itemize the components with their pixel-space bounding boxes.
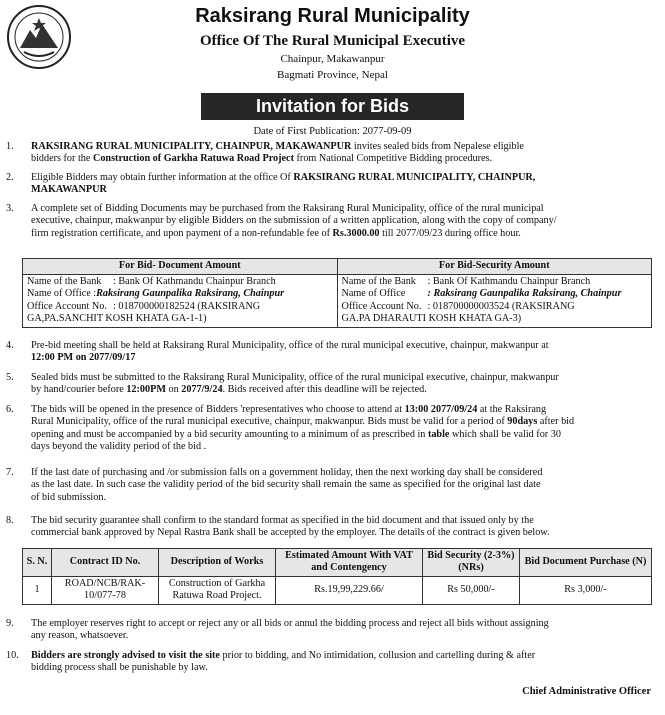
signature: Chief Administrative Officer bbox=[522, 686, 651, 697]
bank-label: Name of the Bank bbox=[27, 276, 102, 287]
col-description: Description of Works bbox=[159, 549, 276, 577]
col-document-purchase: Bid Document Purchase (N) bbox=[520, 549, 652, 577]
clause-line: Sealed bids must be submitted to the Raksirang Rural Municipality, office of the rural municipal executive, chainpur, makwanpur bbox=[31, 372, 559, 383]
clause-number: 3. bbox=[6, 203, 14, 214]
clause-line: days beyond the validity period of the bid . bbox=[31, 441, 207, 453]
clause-line: Eligible Bidders may obtain further information at the office Of RAKSIRANG RURAL MUNICIPALITY, CHAINPUR, bbox=[31, 172, 536, 183]
cell-document-purchase: Rs 3,000/- bbox=[520, 576, 652, 604]
clause-line: firm registration certificate, and upon payment of a non-refundable fee of Rs.3000.00 till 2077/09/23 during office hour. bbox=[31, 227, 521, 239]
cell-estimated-amount: Rs.19,99,229.66/ bbox=[276, 576, 423, 604]
clause-line: any reason, whatsoever. bbox=[31, 630, 129, 642]
clause-line: commercial bank approved by Nepal Rastra Bank shall be accepted by the employer. The details of the contract is given below. bbox=[31, 527, 550, 539]
clause-number: 4. bbox=[6, 340, 14, 351]
clause-text bbox=[31, 404, 653, 454]
clause-line: bidding process shall be punishable by law. bbox=[31, 662, 208, 674]
clause-number: 10. bbox=[6, 650, 19, 661]
clause-line: as the last date. In such case the validity period of the bid security shall remain the same as specified for the original last date bbox=[31, 479, 541, 491]
clause-line: opening and must be accompanied by a bid security amounting to a minimum of as prescribed in table which shall be valid for 30 bbox=[31, 428, 561, 440]
clause-number: 6. bbox=[6, 404, 14, 415]
cell-bid-security: Rs 50,000/- bbox=[423, 576, 520, 604]
account-value: : 018700000003524 (RAKSIRANG bbox=[427, 300, 575, 312]
account-label: Office Account No. bbox=[341, 300, 422, 312]
security-amount-heading: For Bid-Security Amount bbox=[337, 259, 652, 275]
notice-banner: Invitation for Bids bbox=[201, 93, 464, 120]
contract-details-table bbox=[22, 548, 652, 605]
clause-line: bidders for the Construction of Garkha Ratuwa Road Project from National Competitive Bidding procedures. bbox=[31, 153, 493, 165]
account-label: Office Account No. bbox=[27, 300, 107, 312]
clause-line: If the last date of purchasing and /or submission falls on a government holiday, then the next working day shall be considered bbox=[31, 467, 543, 478]
account-value: : 018700000182524 (RAKSIRANG bbox=[113, 300, 261, 312]
clause-text bbox=[31, 141, 653, 166]
clause-number: 8. bbox=[6, 515, 14, 526]
address-line-2: Bagmati Province, Nepal bbox=[277, 69, 388, 81]
clause-number: 5. bbox=[6, 372, 14, 383]
cell-sn: 1 bbox=[23, 576, 52, 604]
clause-number: 2. bbox=[6, 172, 14, 183]
clause-line: RAKSIRANG RURAL MUNICIPALITY, CHAINPUR, MAKAWANPUR invites sealed bids from Nepalese eligible bbox=[31, 141, 524, 152]
clause-line: executive, chainpur, makwanpur by eligible Bidders on the submission of a written application, along with the copy of company/ bbox=[31, 215, 557, 227]
clause-line: The bid security guarantee shall confirm to the standard format as specified in the bid document and that issued only by the bbox=[31, 515, 534, 526]
account-continuation: GA,PA.SANCHIT KOSH KHATA GA-1-1) bbox=[27, 313, 207, 325]
clause-text bbox=[31, 203, 653, 240]
clause-line: Bidders are strongly advised to visit the site prior to bidding, and No intimidation, collusion and cartelling during & after bbox=[31, 650, 536, 661]
cell-description: Construction of Garkha Ratuwa Road Project. bbox=[159, 576, 276, 604]
clause-line: The employer reserves right to accept or reject any or all bids or annul the bidding process and reject all bids without assigning bbox=[31, 618, 549, 629]
office-value: Raksirang Gaunpalika Raksirang, Chainpur bbox=[96, 288, 285, 300]
col-contract-id: Contract ID No. bbox=[52, 549, 159, 577]
bank-value: : Bank Of Kathmandu Chainpur Branch bbox=[427, 276, 591, 287]
publication-date: Date of First Publication: 2077-09-09 bbox=[253, 126, 412, 137]
address-line-1: Chainpur, Makawanpur bbox=[280, 53, 385, 65]
clause-text bbox=[31, 618, 653, 643]
office-label: Name of Office bbox=[341, 288, 406, 300]
clause-text bbox=[31, 515, 653, 540]
clause-text bbox=[31, 650, 653, 675]
col-sn: S. N. bbox=[23, 549, 52, 577]
account-continuation: GA.PA DHARAUTI KOSH KHATA GA-3) bbox=[341, 313, 522, 325]
security-amount-cell bbox=[337, 275, 652, 328]
clause-text bbox=[31, 372, 653, 397]
clause-number: 1. bbox=[6, 141, 14, 152]
clause-line: MAKAWANPUR bbox=[31, 184, 107, 196]
contract-header-row bbox=[23, 549, 652, 577]
bank-label: Name of the Bank bbox=[341, 276, 416, 287]
col-bid-security: Bid Security (2-3%) (NRs) bbox=[423, 549, 520, 577]
bank-value: : Bank Of Kathmandu Chainpur Branch bbox=[113, 276, 276, 287]
office-name: Office Of The Rural Municipal Executive bbox=[199, 33, 466, 49]
clause-line: Pre-bid meeting shall be held at Raksirang Rural Municipality, office of the rural municipal executive, chainpur, makwanpur at bbox=[31, 340, 549, 351]
clause-text bbox=[31, 172, 653, 197]
clause-line: 12:00 PM on 2077/09/17 bbox=[31, 352, 136, 364]
clause-number: 7. bbox=[6, 467, 14, 478]
municipality-title: Raksirang Rural Municipality bbox=[195, 5, 470, 27]
clause-line: of bid submission. bbox=[31, 491, 106, 503]
clause-line: The bids will be opened in the presence of Bidders 'representatives who choose to attend at 13:00 2077/09/24 at the Raksirang bbox=[31, 404, 547, 415]
clause-line: A complete set of Bidding Documents may be purchased from the Raksirang Rural Municipality, office of the rural municipal bbox=[31, 203, 544, 214]
col-estimated-amount: Estimated Amount With VAT and Contengency bbox=[276, 549, 423, 577]
clause-line: by hand/courier before 12:00PM on 2077/9/24. Bids received after this deadline will be rejected. bbox=[31, 384, 427, 396]
doc-amount-cell bbox=[23, 275, 338, 328]
clause-text bbox=[31, 340, 653, 365]
office-label: Name of Office : bbox=[27, 288, 97, 300]
bank-account-table bbox=[22, 258, 652, 328]
table-row bbox=[23, 576, 652, 604]
cell-contract-id: ROAD/NCB/RAK-10/077-78 bbox=[52, 576, 159, 604]
office-value: : Raksirang Gaunpalika Raksirang, Chainpur bbox=[427, 288, 622, 300]
clause-number: 9. bbox=[6, 618, 14, 629]
clause-text bbox=[31, 467, 653, 504]
clause-line: Rural Municipality, office of the rural municipal executive, chainpur, makwanpur. Bids must be valid for a period of 90days after bid bbox=[31, 416, 575, 428]
doc-amount-heading: For Bid- Document Amount bbox=[23, 259, 338, 275]
